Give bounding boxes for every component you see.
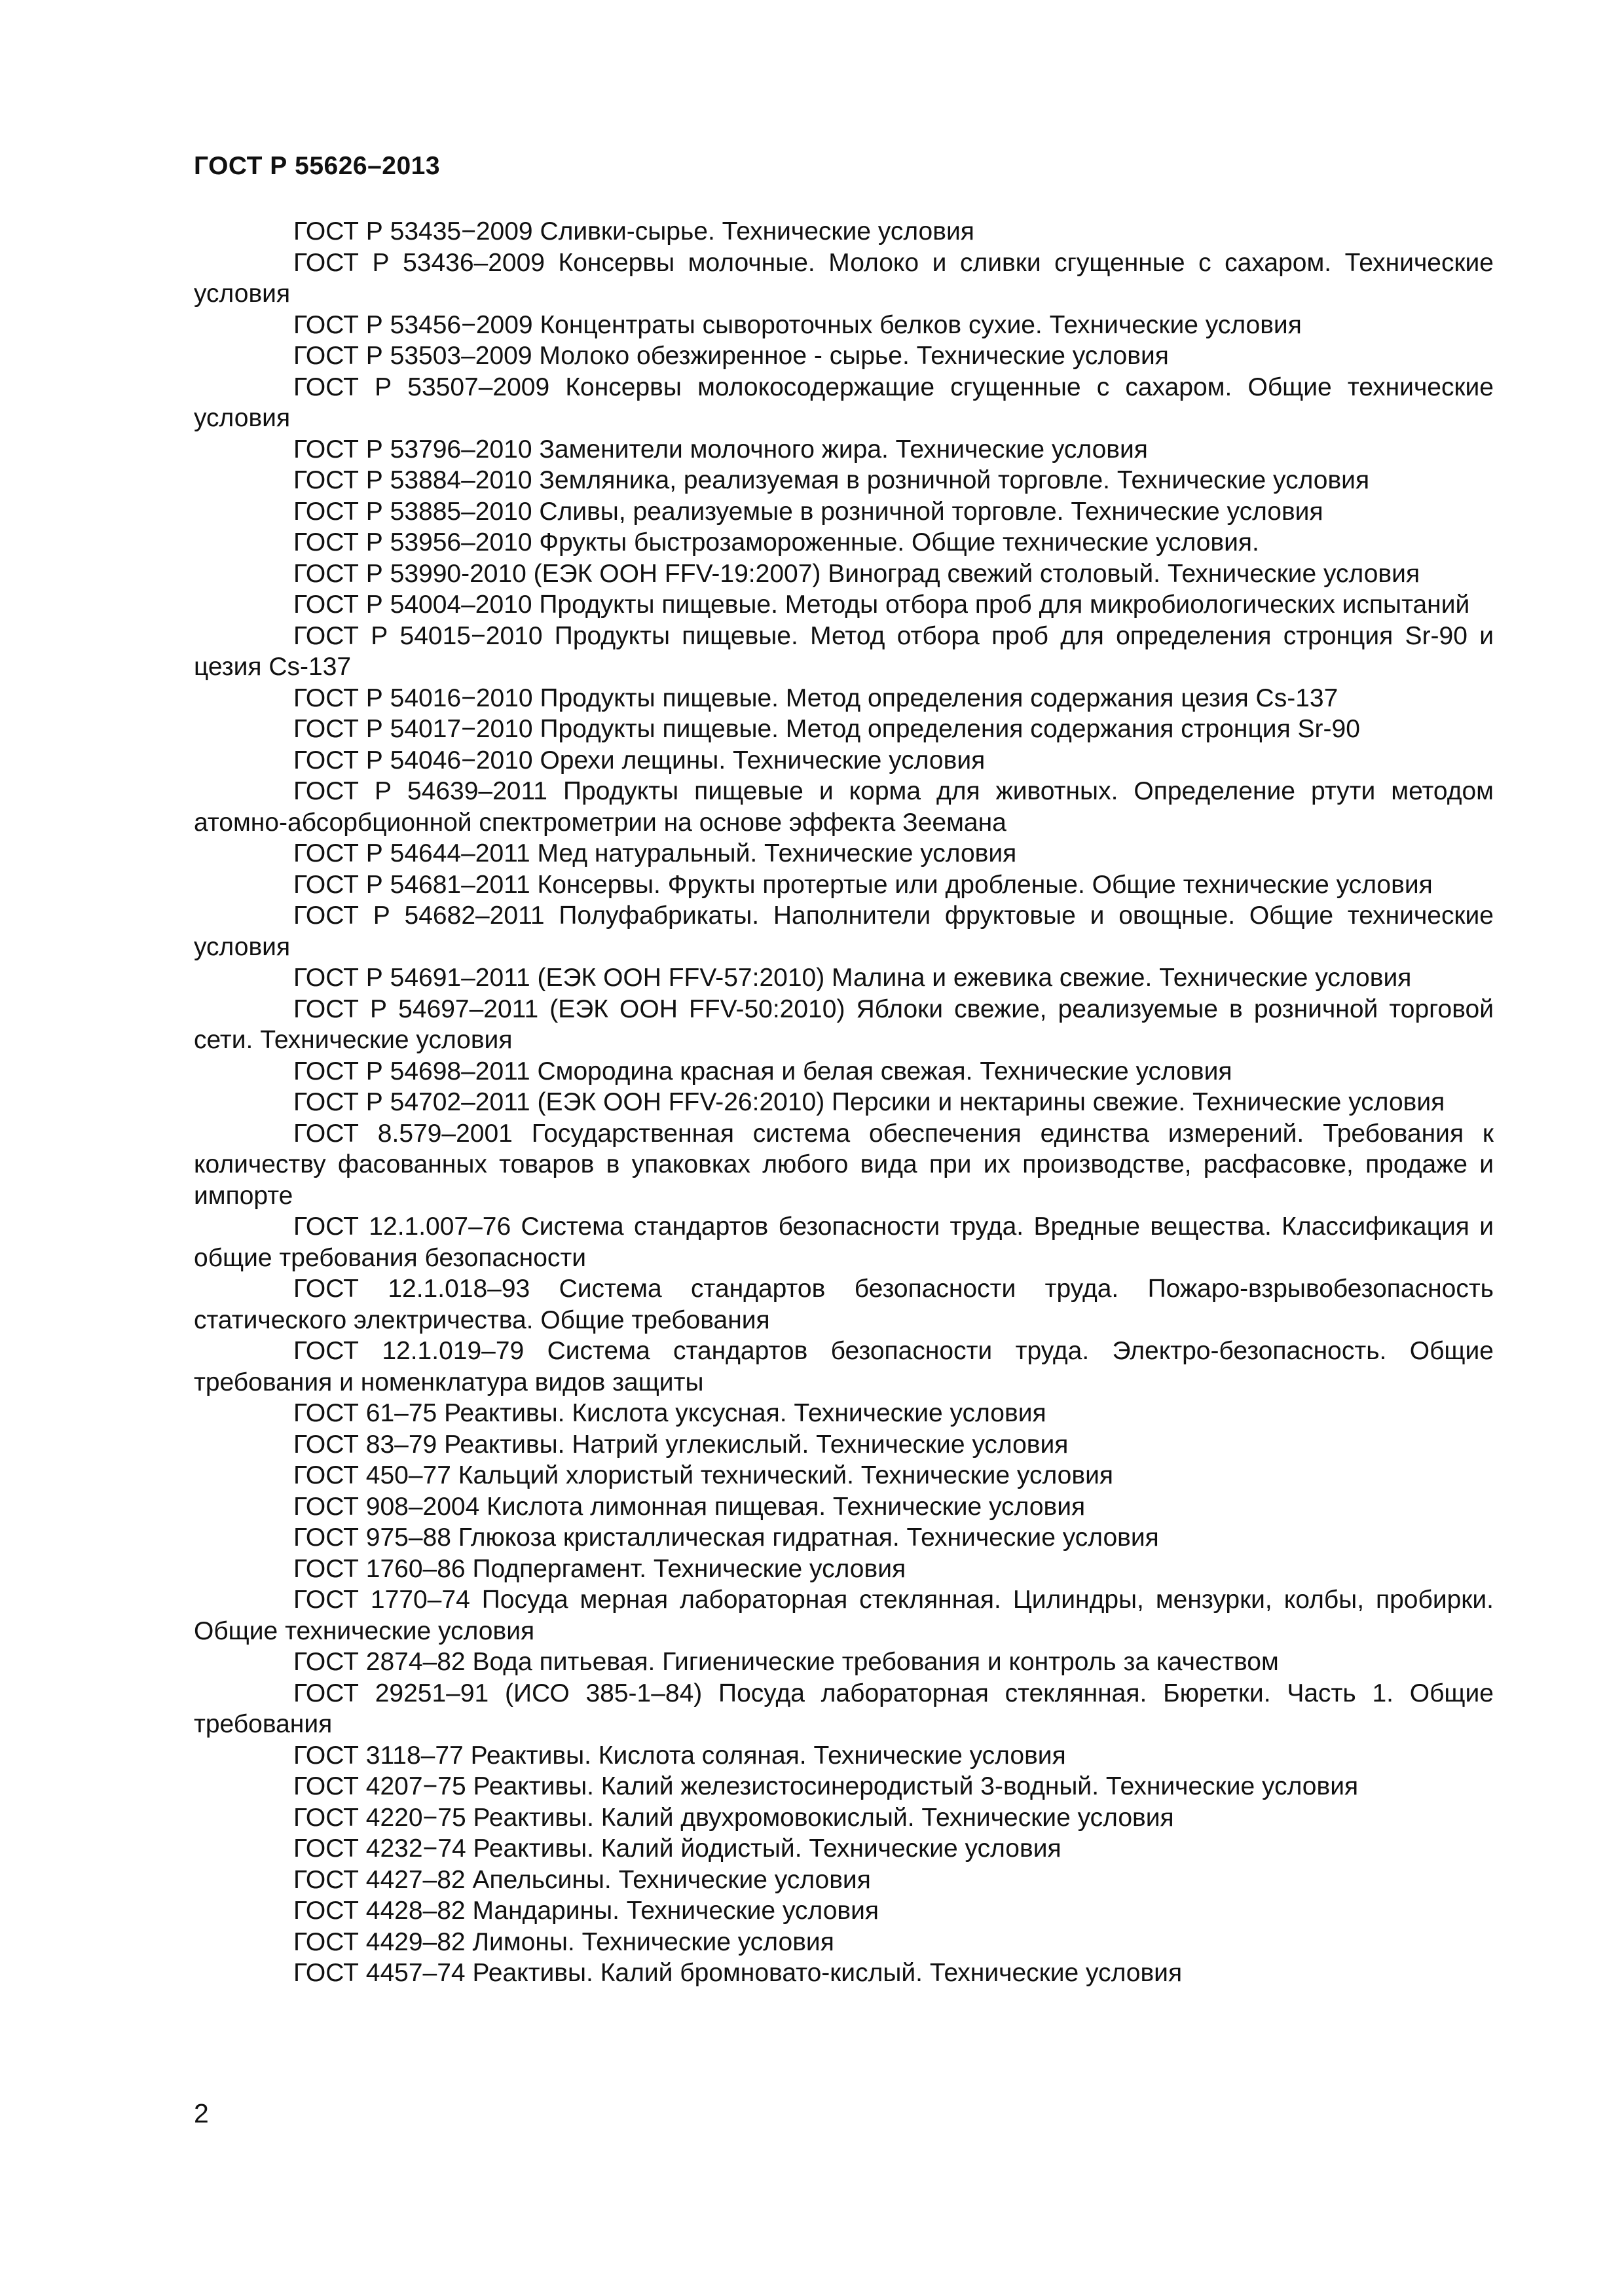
reference-entry: ГОСТ 4429–82 Лимоны. Технические условия	[293, 1927, 834, 1956]
reference-entry: ГОСТ 12.1.018–93 Система стандартов безопасности труда. Пожаро-взрывобезопасность статического электричества. Общие требования	[194, 1275, 1494, 1334]
reference-entry: ГОСТ Р 54697–2011 (ЕЭК ООН FFV-50:2010) Яблоки свежие, реализуемые в розничной торговой сети. Технические условия	[194, 994, 1494, 1054]
reference-entry: ГОСТ Р 53885–2010 Сливы, реализуемые в розничной торговле. Технические условия	[293, 497, 1323, 526]
reference-entry: ГОСТ 4427–82 Апельсины. Технические условия	[293, 1865, 871, 1894]
reference-entry: ГОСТ 4428–82 Мандарины. Технические условия	[293, 1897, 879, 1925]
reference-entry: ГОСТ Р 54639–2011 Продукты пищевые и корма для животных. Определение ртути методом атомно-абсорбционной спектрометрии на основе эффекта Зеемана	[194, 777, 1494, 837]
reference-entry: ГОСТ Р 54691–2011 (ЕЭК ООН FFV-57:2010) Малина и ежевика свежие. Технические условия	[293, 964, 1412, 992]
reference-entry: ГОСТ 450–77 Кальций хлористый технический. Технические условия	[293, 1461, 1113, 1489]
page-number: 2	[194, 2098, 209, 2128]
reference-entry: ГОСТ 1760–86 Подпергамент. Технические условия	[293, 1554, 906, 1583]
reference-entry: ГОСТ 1770–74 Посуда мерная лабораторная стеклянная. Цилиндры, мензурки, колбы, пробирки. Общие технические условия	[194, 1586, 1494, 1645]
reference-entry: ГОСТ Р 54017−2010 Продукты пищевые. Метод определения содержания стронция Sr-90	[293, 715, 1360, 743]
reference-entry: ГОСТ Р 53435−2009 Сливки-сырье. Технические условия	[293, 217, 974, 246]
reference-entry: ГОСТ Р 53503–2009 Молоко обезжиренное - сырье. Технические условия	[293, 342, 1169, 370]
reference-entry: ГОСТ 4232−74 Реактивы. Калий йодистый. Технические условия	[293, 1834, 1061, 1863]
reference-entry: ГОСТ Р 54682–2011 Полуфабрикаты. Наполнители фруктовые и овощные. Общие технические условия	[194, 902, 1494, 961]
reference-entry: ГОСТ 2874–82 Вода питьевая. Гигиенические требования и контроль за качеством	[293, 1648, 1279, 1676]
reference-entry: ГОСТ Р 54702–2011 (ЕЭК ООН FFV-26:2010) Персики и нектарины свежие. Технические условия	[293, 1088, 1445, 1116]
reference-entry: ГОСТ Р 53456−2009 Концентраты сывороточных белков сухие. Технические условия	[293, 310, 1302, 339]
reference-entry: ГОСТ 908–2004 Кислота лимонная пищевая. Технические условия	[293, 1492, 1086, 1521]
reference-entry: ГОСТ Р 54015−2010 Продукты пищевые. Метод отбора проб для определения стронция Sr-90 и цезия Cs-137	[194, 621, 1494, 681]
reference-entry: ГОСТ Р 54698–2011 Смородина красная и белая свежая. Технические условия	[293, 1057, 1232, 1085]
reference-entry: ГОСТ 29251–91 (ИСО 385-1–84) Посуда лабораторная стеклянная. Бюретки. Часть 1. Общие требования	[194, 1679, 1494, 1738]
reference-entry: ГОСТ Р 54016−2010 Продукты пищевые. Метод определения содержания цезия Cs-137	[293, 683, 1338, 712]
reference-entry: ГОСТ 4207−75 Реактивы. Калий железистосинеродистый 3-водный. Технические условия	[293, 1772, 1359, 1800]
reference-entry: ГОСТ Р 54681–2011 Консервы. Фрукты протертые или дробленые. Общие технические условия	[293, 870, 1433, 899]
reference-entry: ГОСТ 61–75 Реактивы. Кислота уксусная. Технические условия	[293, 1399, 1046, 1427]
reference-entry: ГОСТ Р 54004–2010 Продукты пищевые. Методы отбора проб для микробиологических испытаний	[293, 591, 1470, 619]
reference-entry: ГОСТ 12.1.019–79 Система стандартов безопасности труда. Электро-безопасность. Общие требования и номенклатура видов защиты	[194, 1337, 1494, 1396]
document-header: ГОСТ Р 55626–2013	[194, 152, 441, 180]
reference-entry: ГОСТ 4457–74 Реактивы. Калий бромновато-кислый. Технические условия	[293, 1959, 1183, 1987]
reference-entry: ГОСТ 3118–77 Реактивы. Кислота соляная. Технические условия	[293, 1741, 1066, 1770]
reference-entry: ГОСТ Р 53436–2009 Консервы молочные. Молоко и сливки сгущенные с сахаром. Технические условия	[194, 248, 1494, 308]
reference-entry: ГОСТ Р 54644–2011 Мед натуральный. Технические условия	[293, 839, 1017, 867]
reference-entry: ГОСТ 83–79 Реактивы. Натрий углекислый. Технические условия	[293, 1430, 1069, 1459]
reference-entry: ГОСТ Р 53990-2010 (ЕЭК ООН FFV-19:2007) Виноград свежий столовый. Технические условия	[293, 559, 1420, 588]
reference-entry: ГОСТ Р 53956–2010 Фрукты быстрозамороженные. Общие технические условия.	[293, 528, 1259, 556]
reference-entry: ГОСТ Р 53796–2010 Заменители молочного жира. Технические условия	[293, 435, 1148, 464]
reference-entry: ГОСТ 12.1.007–76 Система стандартов безопасности труда. Вредные вещества. Классификация и общие требования безопасности	[194, 1212, 1494, 1272]
reference-entry: ГОСТ Р 53884–2010 Земляника, реализуемая в розничной торговле. Технические условия	[293, 466, 1370, 494]
reference-entry: ГОСТ Р 54046−2010 Орехи лещины. Технические условия	[293, 746, 986, 774]
reference-entry: ГОСТ 975–88 Глюкоза кристаллическая гидратная. Технические условия	[293, 1523, 1159, 1552]
reference-entry: ГОСТ Р 53507–2009 Консервы молокосодержащие сгущенные с сахаром. Общие технические условия	[194, 373, 1494, 432]
reference-entry: ГОСТ 4220−75 Реактивы. Калий двухромовокислый. Технические условия	[293, 1803, 1174, 1832]
normative-references-list	[194, 216, 1494, 1989]
reference-entry: ГОСТ 8.579–2001 Государственная система обеспечения единства измерений. Требования к количеству фасованных товаров в упаковках любого вида при их производстве, расфасовке, продаже и импорте	[194, 1119, 1494, 1210]
